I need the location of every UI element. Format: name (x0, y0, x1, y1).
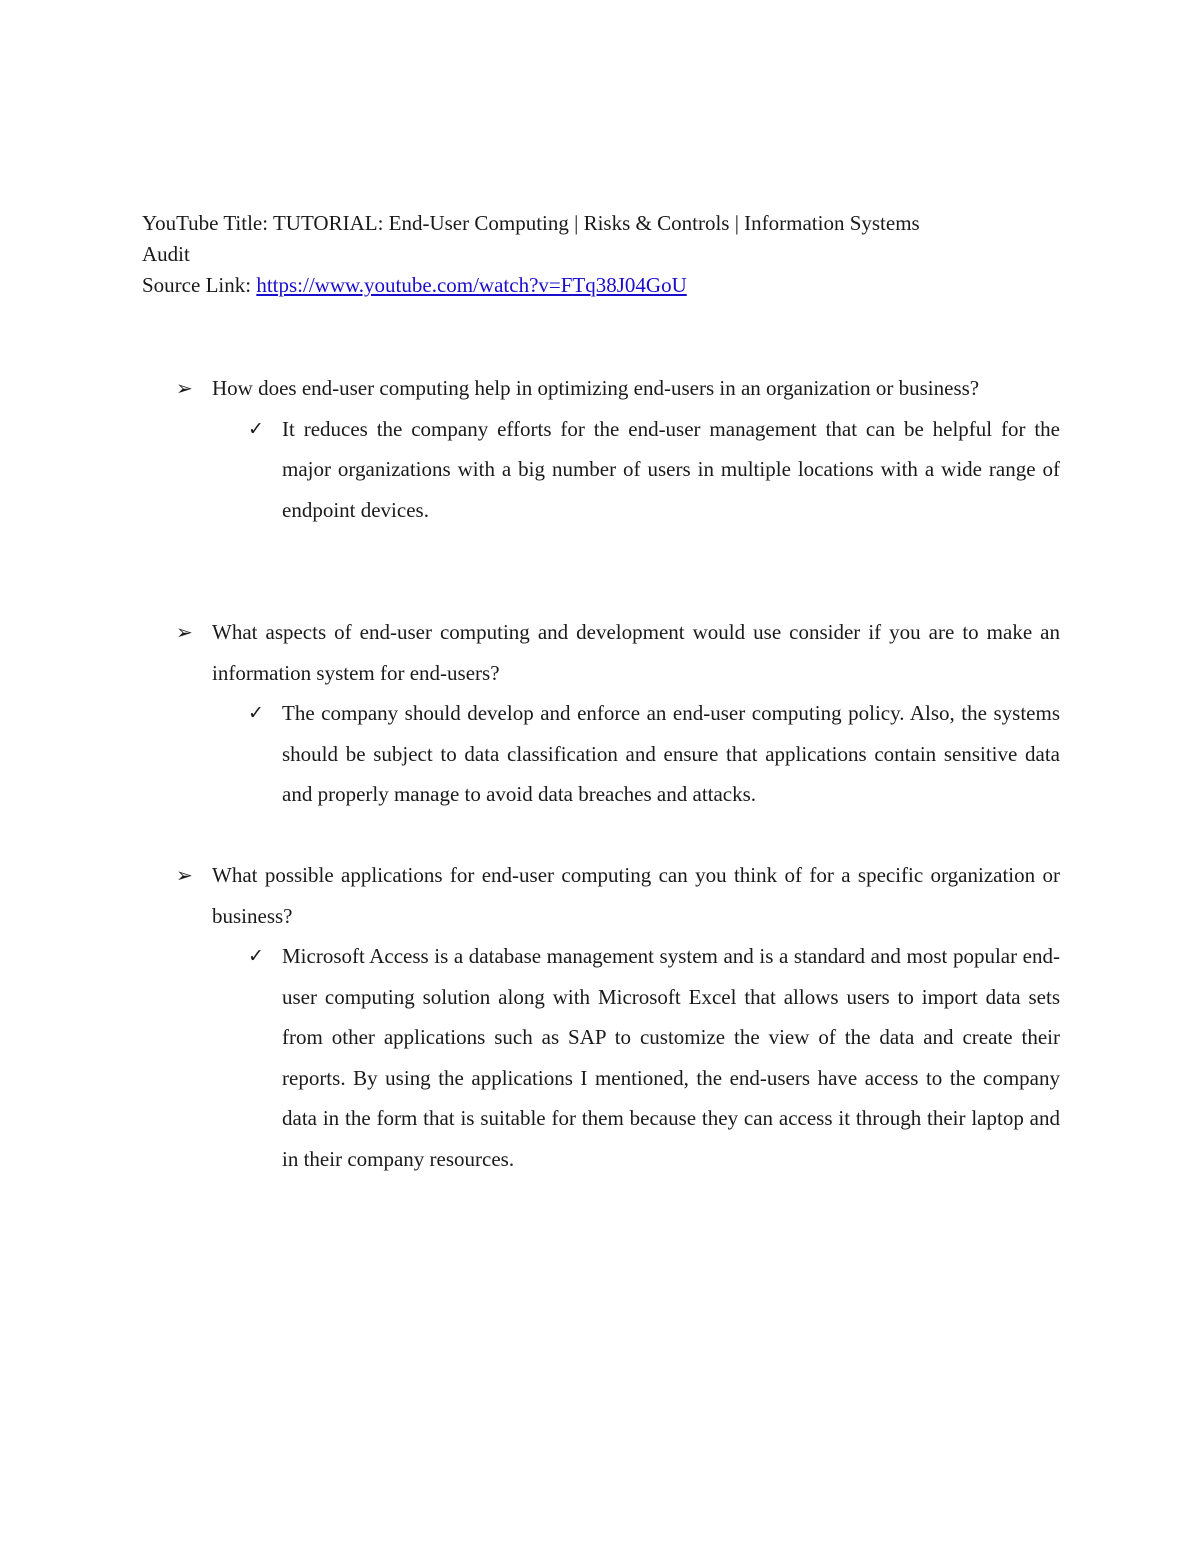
qa-block-3 (172, 855, 1060, 1179)
arrowhead-bullet-icon: ➢ (176, 620, 193, 644)
question-2 (172, 612, 1060, 693)
youtube-title-line-2: Audit (142, 242, 190, 266)
arrowhead-bullet-icon: ➢ (176, 376, 193, 400)
answer-2 (244, 693, 1060, 815)
answer-1 (244, 409, 1060, 531)
source-link[interactable]: https://www.youtube.com/watch?v=FTq38J04GoU (256, 273, 687, 297)
answer-1-text: It reduces the company efforts for the end-user management that can be helpful for the major organizations with a big number of users in multiple locations with a wide range of endpoint devices. (282, 416, 1060, 522)
answer-2-text: The company should develop and enforce an end-user computing policy. Also, the systems should be subject to data classification and ensure that applications contain sensitive data and properly manage to avoid data breaches and attacks. (282, 701, 1060, 806)
source-link-row (142, 270, 1062, 301)
checkmark-icon: ✓ (248, 702, 264, 724)
qa-block-2 (172, 612, 1060, 815)
youtube-title-line-1: YouTube Title: TUTORIAL: End-User Computing | Risks & Controls | Information Systems (142, 211, 920, 235)
qa-block-1 (172, 368, 1060, 530)
answer-3 (244, 936, 1060, 1179)
document-header (142, 208, 1062, 301)
question-2-text: What aspects of end-user computing and development would use consider if you are to make an information system for end-users? (212, 620, 1060, 685)
answer-3-text: Microsoft Access is a database management system and is a standard and most popular end-user computing solution along with Microsoft Excel that allows users to import data sets from other applications such as SAP to customize the view of the data and create their reports. By using the applications I mentioned, the end-users have access to the company data in the form that is suitable for them because they can access it through their laptop and in their company resources. (282, 944, 1060, 1171)
question-3-text: What possible applications for end-user computing can you think of for a specific organization or business? (212, 863, 1060, 928)
checkmark-icon: ✓ (248, 945, 264, 967)
question-3 (172, 855, 1060, 936)
question-1 (172, 368, 1060, 409)
source-link-label: Source Link: (142, 273, 257, 297)
checkmark-icon: ✓ (248, 417, 264, 440)
arrowhead-bullet-icon: ➢ (176, 863, 193, 887)
question-1-text: How does end-user computing help in optimizing end-users in an organization or business? (212, 376, 980, 400)
